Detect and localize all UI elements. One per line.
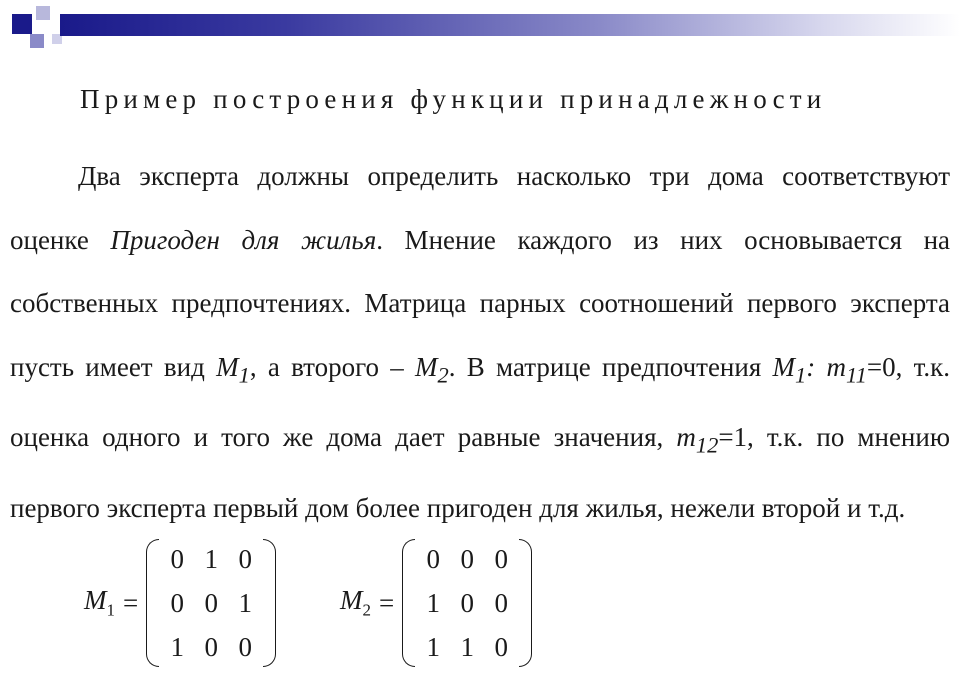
matrix-cell: 0 — [204, 631, 218, 662]
matrix-cell: 0 — [170, 543, 184, 574]
header-gradient-bar — [60, 14, 960, 36]
matrix-cell: 0 — [494, 587, 508, 618]
equals-sign: = — [123, 587, 139, 618]
equals-sign: = — [379, 587, 395, 618]
italic-phrase: Пригоден для жилья — [110, 224, 377, 255]
para-text-1: Два эксперта должны определить насколько три дома соответствуют оценке — [10, 161, 950, 255]
matrix-cell: 1 — [204, 543, 218, 574]
matrix-cell: 0 — [494, 631, 508, 662]
para-text-3: , а второго – — [249, 351, 416, 382]
matrix-cell: 1 — [238, 587, 252, 618]
m12-inline: $m_{12}$ — [676, 422, 719, 458]
matrix-cell: 1 — [460, 631, 474, 662]
body-paragraph — [10, 145, 950, 541]
matrix-cell: 0 — [238, 543, 252, 574]
matrix-cell: 0 — [460, 543, 474, 574]
para-text-5: =0, т.к. оценка одного и того же дома дает равные значения, — [10, 351, 950, 453]
m1-inline: $M_1$ — [216, 351, 250, 387]
matrix-cell: 0 — [460, 587, 474, 618]
matrix-m2 — [340, 536, 532, 670]
para-text-4: . В матрице предпочтения — [448, 351, 773, 382]
slide-title: Пример построения функции принадлежности — [80, 84, 827, 114]
matrix-cell: 1 — [426, 587, 440, 618]
matrix-cell: 0 — [204, 587, 218, 618]
matrix-cell: 0 — [238, 631, 252, 662]
slide-header-decoration — [0, 0, 960, 60]
matrix-m1 — [84, 536, 276, 670]
matrix-cell: 1 — [426, 631, 440, 662]
m1-inline-2: $M_1$: $m_{11}$ — [772, 351, 867, 387]
matrix-cell: 0 — [426, 543, 440, 574]
matrix-m2-label: $M_2$ — [340, 585, 371, 620]
header-square-dark — [12, 14, 32, 34]
matrix-m1-label: $M_1$ — [84, 585, 115, 620]
m2-inline: $M_2$ — [415, 351, 449, 387]
header-square-light — [36, 6, 50, 20]
matrix-m2-grid — [402, 537, 532, 669]
header-square-mid — [30, 34, 44, 48]
para-text-2: . Мнение каждого из них основывается на собственных предпочтениях. Матрица парных соотношений первого эксперта пусть имеет вид — [10, 224, 950, 382]
matrix-cell: 0 — [170, 587, 184, 618]
matrix-m1-grid — [146, 537, 276, 669]
para-text-6: =1, т.к. по мнению первого эксперта первый дом более пригоден для жилья, нежели второй и т.д. — [10, 422, 950, 524]
matrix-cell: 1 — [170, 631, 184, 662]
matrix-cell: 0 — [494, 543, 508, 574]
